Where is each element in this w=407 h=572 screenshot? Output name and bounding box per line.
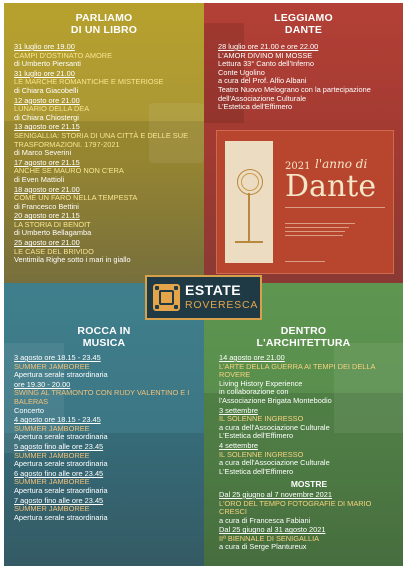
event-line: dell'Associazione Culturale — [218, 93, 307, 103]
event-date: 18 agosto ore 21.00 — [14, 184, 80, 194]
event-title: ANCHE SE MAURO NON C'ERA — [14, 166, 124, 176]
event-date: 4 settembre — [219, 440, 259, 450]
list-item — [219, 526, 399, 552]
fine-print-line — [285, 207, 385, 208]
cosmos-illustration — [225, 141, 273, 263]
event-author: di Umberto Bellagamba — [14, 228, 92, 238]
exhibit-date: Dal 25 giugno al 7 novembre 2021 — [219, 489, 332, 499]
leggiamo-title-line2: DANTE — [284, 24, 323, 36]
exhibit-curator: a cura di Francesca Fabiani — [219, 515, 311, 525]
event-extra: Apertura serale straordinaria — [14, 432, 108, 442]
event-date: 12 agosto ore 21.00 — [14, 95, 80, 105]
event-title: IL SOLENNE INGRESSO — [219, 449, 304, 459]
fortress-logo-icon — [153, 284, 180, 311]
event-extra: Apertura serale straordinaria — [14, 485, 108, 495]
event-author: di Chiara Chiostergi — [14, 112, 79, 122]
list-item — [14, 159, 199, 185]
list-item — [14, 497, 200, 523]
base-line — [235, 241, 263, 243]
rocca-event-list — [14, 354, 200, 523]
estate-roveresca-logo-band — [145, 275, 262, 320]
rocca-heading — [4, 325, 204, 349]
parliamo-heading — [4, 12, 204, 36]
list-item — [14, 416, 200, 442]
parliamo-quadrant — [4, 3, 204, 283]
event-line: a cura dell'Associazione Culturale — [219, 422, 330, 432]
event-line: Teatro Nuovo Melograno con la partecipazione — [218, 84, 371, 94]
event-line: L'Estetica dell'Effimero — [219, 466, 294, 476]
event-title: LUNARIO DELLA DEA — [14, 104, 90, 114]
inner-sphere-icon — [241, 173, 259, 191]
event-title: SUMMER JAMBOREE — [14, 423, 90, 433]
event-date: 31 luglio ore 19.00 — [14, 42, 75, 51]
event-date: 28 luglio ore 21.00 e ore 22.00 — [218, 42, 319, 51]
list-item — [219, 442, 399, 476]
event-title: SUMMER JAMBOREE — [14, 450, 90, 460]
rocca-title-line1: ROCCA IN — [77, 325, 131, 337]
event-line: Lettura 33° Canto dell'Inferno — [218, 59, 314, 69]
event-extra: Apertura serale straordinaria — [14, 459, 108, 469]
event-title: L'ARTE DELLA GUERRA AI TEMPI DEI DELLA ROVERE — [219, 361, 375, 380]
fine-print-line — [285, 235, 343, 236]
event-date: 20 agosto ore 21.15 — [14, 211, 80, 221]
banner-subtitle: ROVERESCA — [185, 299, 259, 311]
event-title: LA STORIA DI BENOIT — [14, 219, 91, 229]
list-item — [14, 470, 200, 496]
event-extra: Concerto — [14, 405, 44, 415]
list-item — [14, 381, 200, 415]
book-title: Dante — [285, 169, 377, 204]
dante-book-cover — [216, 130, 394, 274]
exhibit-title: IIª BIENNALE DI SENIGALLIA — [219, 533, 320, 543]
event-extra: Apertura serale straordinaria — [14, 512, 108, 522]
event-title: LE CASE DEL BRIVIDO — [14, 246, 94, 256]
event-title: SUMMER JAMBOREE — [14, 477, 90, 487]
event-date: 13 agosto ore 21.15 — [14, 122, 80, 132]
list-item — [14, 212, 199, 238]
list-item — [14, 43, 199, 69]
dentro-title-line1: DENTRO — [280, 325, 327, 337]
exhibit-date: Dal 25 giugno al 31 agosto 2021 — [219, 525, 326, 535]
dentro-quadrant — [204, 283, 403, 566]
bastion-icon — [174, 305, 178, 309]
event-author: di Umberto Piersanti — [14, 59, 81, 69]
bastion-icon — [174, 286, 178, 290]
event-extra: Apertura serale straordinaria — [14, 370, 108, 380]
list-item — [14, 239, 199, 265]
event-line: l'Associazione Brigata Montebodio — [219, 395, 332, 405]
event-date: 3 agosto ore 18.15 - 23.45 — [14, 353, 101, 362]
event-date: 31 luglio ore 21.00 — [14, 68, 75, 78]
event-title: SWING AL TRAMONTO CON RUDY VALENTINO E I BALERAS — [14, 388, 190, 406]
list-item — [14, 186, 199, 212]
event-line: a cura dell'Associazione Culturale — [219, 458, 330, 468]
book-subtitle: l'anno di — [315, 157, 368, 171]
fine-print-line — [285, 227, 349, 228]
event-author: di Even Mattioli — [14, 174, 65, 184]
fortress-outline-icon — [159, 290, 174, 305]
event-date: 4 agosto ore 18.15 - 23.45 — [14, 415, 101, 425]
rocca-title-line2: MUSICA — [82, 337, 126, 349]
mostre-heading: MOSTRE — [290, 479, 328, 490]
event-poster — [4, 3, 403, 566]
event-line: L'Estetica dell'Effimero — [218, 102, 293, 112]
axis-line — [248, 193, 250, 243]
bastion-icon — [155, 286, 159, 290]
dentro-event-list — [219, 354, 399, 553]
event-date: ore 19.30 - 20.00 — [14, 379, 71, 389]
parliamo-event-list — [14, 43, 199, 266]
event-title: CAMPI D'OSTINATO AMORE — [14, 50, 113, 60]
parliamo-title-line1: PARLIAMO — [75, 12, 133, 24]
event-date: 17 agosto ore 21.15 — [14, 157, 80, 167]
event-title: LE MARCHE ROMANTICHE E MISTERIOSE — [14, 77, 164, 87]
banner-title: ESTATE — [185, 282, 242, 298]
list-item — [14, 354, 200, 380]
event-date: 5 agosto fino alle ore 23.45 — [14, 441, 104, 451]
fine-print-line — [285, 231, 345, 232]
leggiamo-quadrant — [204, 3, 403, 283]
dentro-heading — [204, 325, 403, 349]
event-author: di Chiara Giacobelli — [14, 85, 79, 95]
list-item — [14, 97, 199, 123]
dentro-title-line2: L'ARCHITETTURA — [256, 337, 351, 349]
exhibit-title: L'ORO DEL TEMPO FOTOGRAFIE DI MARIO CRESCI — [219, 498, 372, 517]
exhibit-curator: a cura di Serge Plantureux — [219, 542, 307, 552]
event-author: di Francesco Bettini — [14, 201, 79, 211]
leggiamo-title-line1: LEGGIAMO — [274, 12, 333, 24]
event-author: Ventimila Righe sotto i mari in giallo — [14, 255, 131, 265]
leggiamo-heading — [204, 12, 403, 36]
list-item — [14, 123, 199, 157]
list-item — [219, 491, 399, 525]
event-line: in collaborazione con — [219, 387, 289, 397]
event-date: 3 settembre — [219, 405, 259, 415]
event-title: SENIGALLIA: STORIA DI UNA CITTÀ E DELLE SUE TRASFORMAZIONI. 1797-2021 — [14, 130, 189, 149]
event-date: 14 agosto ore 21.00 — [219, 353, 285, 362]
fine-print-line — [285, 223, 355, 224]
event-line: a cura del Prof. Alfio Albani — [218, 76, 307, 86]
book-year: 2021 — [285, 161, 311, 172]
list-item — [219, 354, 399, 406]
event-author: di Marco Severini — [14, 148, 72, 158]
event-title: L'AMOR DIVINO MI MOSSE — [218, 50, 313, 60]
list-item — [219, 407, 399, 441]
event-line: Conte Ugolino — [218, 67, 265, 77]
event-line: L'Estetica dell'Effimero — [219, 431, 294, 441]
event-date: 25 agosto ore 21.00 — [14, 238, 80, 248]
parliamo-title-line2: DI UN LIBRO — [70, 24, 138, 36]
event-line: Living History Experience — [219, 378, 303, 388]
list-item — [14, 70, 199, 96]
event-date: 6 agosto fino alle ore 23.45 — [14, 468, 104, 478]
bastion-icon — [155, 305, 159, 309]
event-title: COME UN FARO NELLA TEMPESTA — [14, 193, 138, 203]
rocca-quadrant — [4, 283, 204, 566]
event-title: SUMMER JAMBOREE — [14, 361, 90, 371]
event-date: 7 agosto fino alle ore 23.45 — [14, 495, 104, 505]
event-title: SUMMER JAMBOREE — [14, 504, 90, 514]
event-title: IL SOLENNE INGRESSO — [219, 414, 304, 424]
leggiamo-event — [218, 43, 400, 112]
list-item — [14, 443, 200, 469]
fine-print-line — [285, 261, 325, 262]
